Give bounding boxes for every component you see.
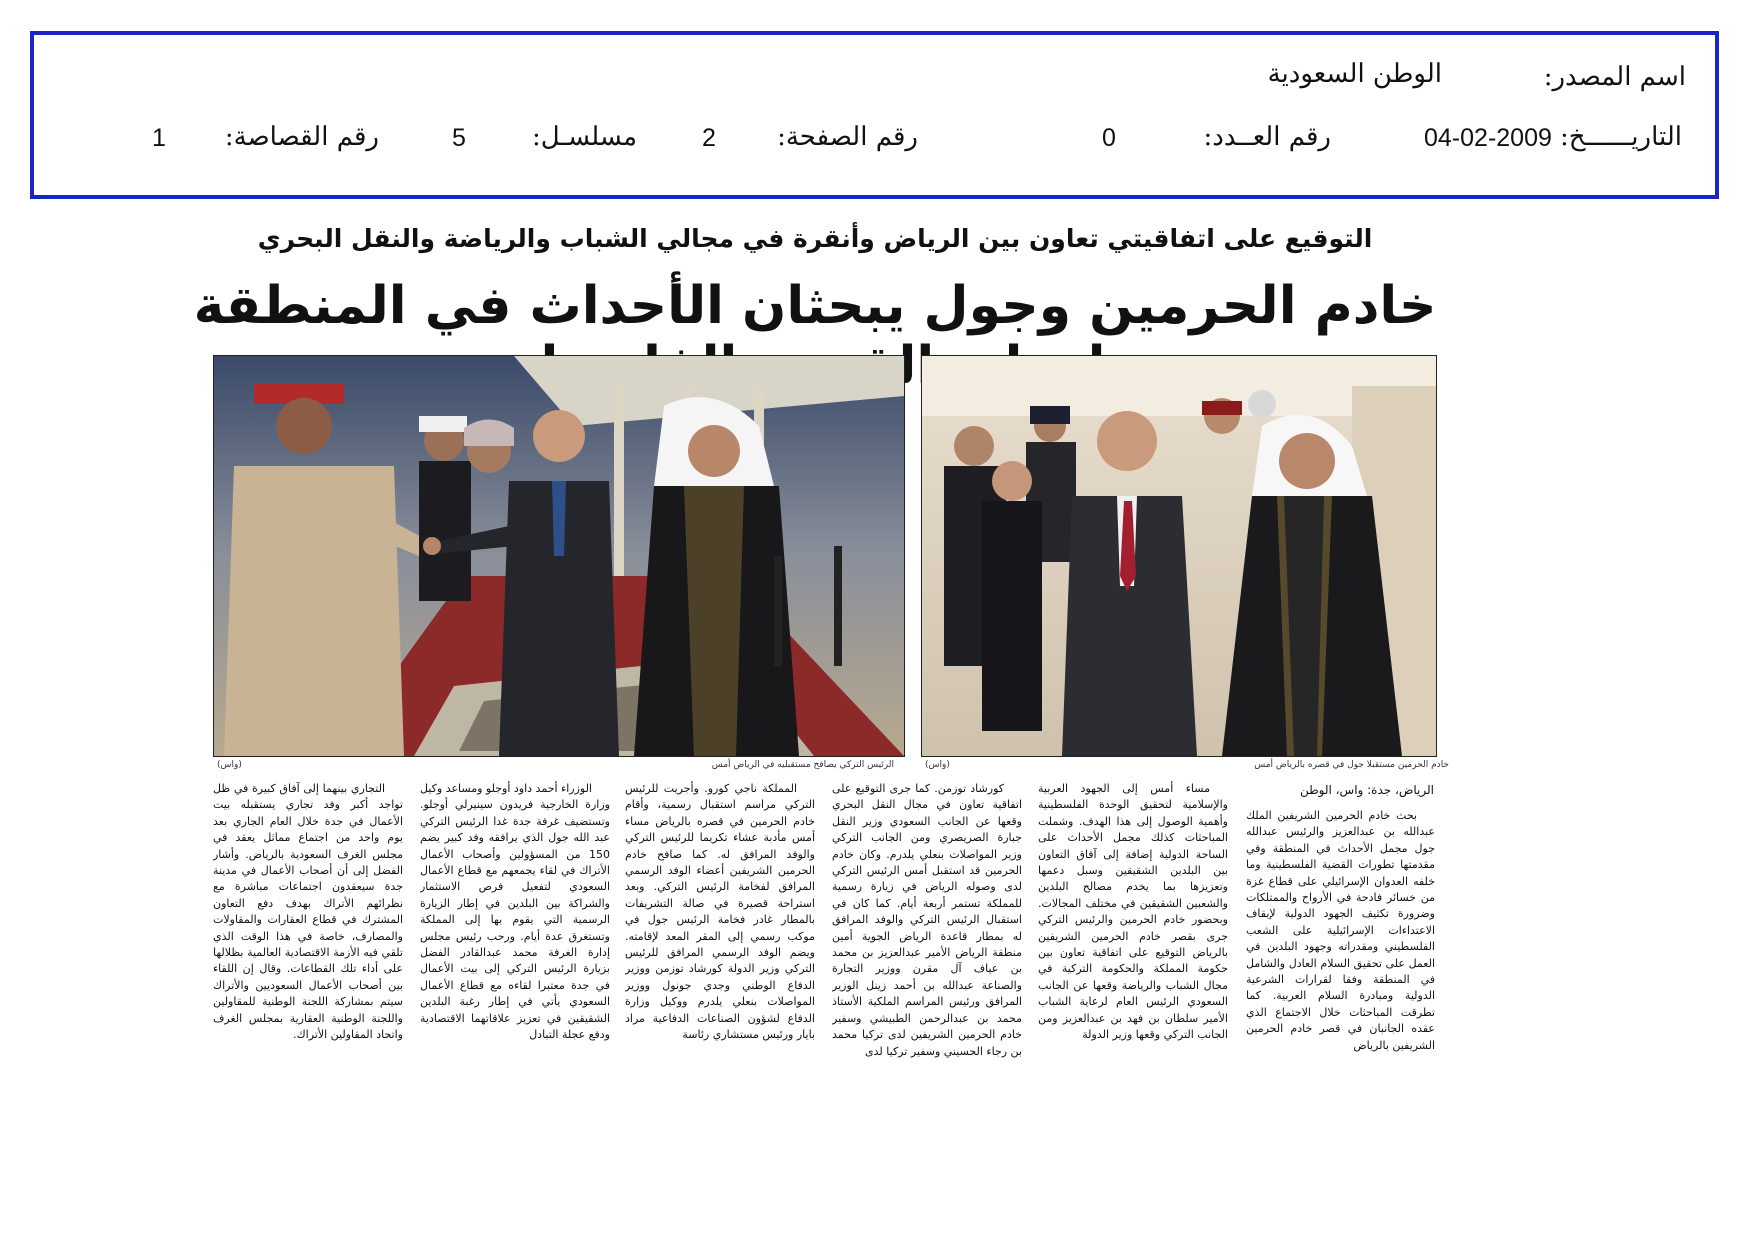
photo-gul-handshake-illustration — [214, 356, 904, 756]
date-value: 04-02-2009 — [1424, 124, 1552, 152]
page-value: 2 — [702, 124, 716, 152]
serial-value: 5 — [452, 124, 466, 152]
clipping-header-box — [30, 31, 1719, 199]
article-column-1 — [1246, 808, 1435, 1094]
photo-gul-handshake — [213, 355, 905, 757]
photo-caption-1: خادم الحرمين مستقبلا جول في قصره بالرياض أمس — [1254, 760, 1449, 770]
article-column-4 — [625, 781, 815, 1094]
article-headline: خادم الحرمين وجول يبحثان الأحداث في المنطقة — [193, 276, 1437, 336]
photo-credit-2: (واس) — [217, 760, 242, 770]
clip-number-label: رقم القصاصة: — [224, 122, 379, 152]
date-label: التاريــــــخ: — [1560, 122, 1682, 152]
page-label: رقم الصفحة: — [777, 122, 918, 152]
source-value: الوطن السعودية — [1267, 59, 1442, 89]
article-column-6 — [213, 781, 403, 1094]
column-3-text: كورشاد توزمن. كما جرى التوقيع على اتفاقية تعاون في مجال النقل البحري وقعها عن الجانب السعودي وزير النقل جبارة الصريصري ومن الجانب التركي وزير المواصلات بنعلي يلدرم. وكان خادم الحرمين قد استقبل أمس الرئيس التركي لدى وصوله الرياض في زيارة رسمية للمملكة تستمر أربعة أيام. كما كان في استقبال الرئيس التركي والوفد المرافق له بمطار قاعدة الرياض الجوية أمين منطقة الرياض الأمير عبدالعزيز بن محمد بن عياف آل مقرن ووزير التجارة والصناعة عبدالله بن أحمد زينل الوزير المرافق ورئيس المراسم الملكية الأستاذ محمد بن عبدالرحمن الطبيشي وسفير خادم الحرمين الشريفين لدى تركيا محمد بن رجاء الحسيني وسفير تركيا لدى — [832, 782, 1022, 1058]
article-dateline: الرياض، جدة: واس، الوطن — [1299, 783, 1434, 797]
article-column-3 — [832, 781, 1022, 1094]
column-6-text: التجاري بينهما إلى آفاق كبيرة في ظل تواجد أكبر وفد تجاري يستقبله بيت الأعمال في جدة خلال العام الجاري بعد يوم واحد من اجتماع مماثل يعقد في مجلس الغرف السعودية بالرياض. وأشار الفضل إلى أن أصحاب الأعمال في مدينة جدة سيعقدون اجتماعات مباشرة مع نظرائهم الأتراك بهدف دفع التعاون المشترك في قطاع العقارات والمقاولات والمصارف، خاصة في هذا الوقت الذي تلقي فيه الأزمة الاقتصادية العالمية بظلالها على أداء تلك القطاعات. وقال إن اللقاء بين أصحاب الأعمال السعوديين والأتراك سيتم بمشاركة اللجنة الوطنية للمقاولين واللجنة الوطنية العقارية بمجلس الغرف واتحاد المقاولين الأتراك. — [213, 782, 403, 1042]
column-4-text: المملكة ناجي كورو. وأجريت للرئيس التركي مراسم استقبال رسمية، وأقام خادم الحرمين في قصره بالرياض مساء أمس مأدبة عشاء تكريما للرئيس التركي والوفد المرافق له. كما صافح خادم الحرمين الشريفين أعضاء الوفد الرسمي المرافق لفخامة الرئيس التركي. وبعد استراحة قصيرة في صالة التشريفات بالمطار غادر فخامة الرئيس جول في موكب رسمي إلى المقر المعد لإقامته. ويضم الوفد الرسمي المرافق للرئيس التركي وزير الدولة كورشاد توزمن ووزير الدفاع الوطني وجدي جونول ووزير المواصلات بنعلي يلدرم ووكيل وزارة الدفاع لشؤون الصناعات الدفاعية مراد بايار ورئيس مستشاري رئاسة — [625, 782, 815, 1042]
source-label: اسم المصدر: — [1543, 62, 1686, 92]
clip-number-value: 1 — [152, 124, 166, 152]
article-column-5 — [420, 781, 610, 1094]
issue-label: رقم العــدد: — [1203, 122, 1331, 152]
photo-king-welcoming-gul — [921, 355, 1437, 757]
column-2-text: مساء أمس إلى الجهود العربية والإسلامية لتحقيق الوحدة الفلسطينية وأهمية الوصول إلى هذا الهدف. وشملت المباحثات كذلك مجمل الأحداث على الساحة الدولية إضافة إلى آفاق التعاون بين البلدين الشقيقين وسبل دعمها وتعزيزها بما يخدم مصالح البلدين والشعبين الشقيقين في مختلف المجالات. وبحضور خادم الحرمين والرئيس التركي جرى بقصر خادم الحرمين الشريفين بالرياض التوقيع على اتفاقية تعاون بين حكومة المملكة والحكومة التركية في مجال الشباب والرياضة وقعها عن الجانب السعودي الرئيس العام لرعاية الشباب الأمير سلطان بن فهد بن عبدالعزيز ومن الجانب التركي وقعها وزير الدولة — [1038, 782, 1228, 1042]
column-1-text: بحث خادم الحرمين الشريفين الملك عبدالله بن عبدالعزيز والرئيس عبدالله جول مجمل الأحداث في المنطقة وفي مقدمتها تطورات القضية الفلسطينية وما خلفه العدوان الإسرائيلي على قطاع غزة من خسائر فادحة في الأرواح والممتلكات وضرورة تكثيف الجهود الدولية لإيقاف الاعتداءات الإسرائيلية على الشعب الفلسطيني ومقدراته وجهود البلدين في العمل على تحقيق السلام العادل والشامل في المنطقة وفقا لقرارات الشرعية الدولية ومبادرة السلام العربية. كما تطرقت المباحثات خلال الاجتماع الذي عقده الجانبان في قصر خادم الحرمين الشريفين بالرياض — [1246, 809, 1435, 1052]
photo-credit-1: (واس) — [925, 760, 950, 770]
photo-caption-2: الرئيس التركي يصافح مستقبليه في الرياض أمس — [711, 760, 894, 770]
column-5-text: الوزراء أحمد داود أوجلو ومساعد وكيل وزارة الخارجية فريدون سينيرلي أوجلو. وتستضيف غرفة جدة غدا الرئيس التركي عبد الله جول الذي يرافقه وفد كبير يضم 150 من المسؤولين وأصحاب الأعمال الأتراك في لقاء يجمعهم مع قطاع الأعمال السعودي لتفعيل فرص الاستثمار والشراكة بين البلدين في إطار الزيارة الرسمية التي يقوم بها إلى المملكة وتستغرق عدة أيام. ورحب رئيس مجلس إدارة الغرفة محمد عبدالقادر الفضل بزيارة الرئيس التركي إلى بيت الأعمال في جدة معتبرا لقاءه مع قطاع الأعمال السعودي يأتي في إطار رغبة البلدين الشقيقين في تعزيز علاقاتهما الاقتصادية ودفع عجلة التبادل — [420, 782, 610, 1042]
article-subheadline: التوقيع على اتفاقيتي تعاون بين الرياض وأنقرة في مجالي الشباب والرياضة والنقل البحري — [257, 224, 1373, 253]
article-column-2 — [1038, 781, 1228, 1094]
serial-label: مسلسـل: — [532, 122, 637, 152]
issue-value: 0 — [1102, 124, 1116, 152]
photo-king-welcoming-gul-illustration — [922, 356, 1436, 756]
